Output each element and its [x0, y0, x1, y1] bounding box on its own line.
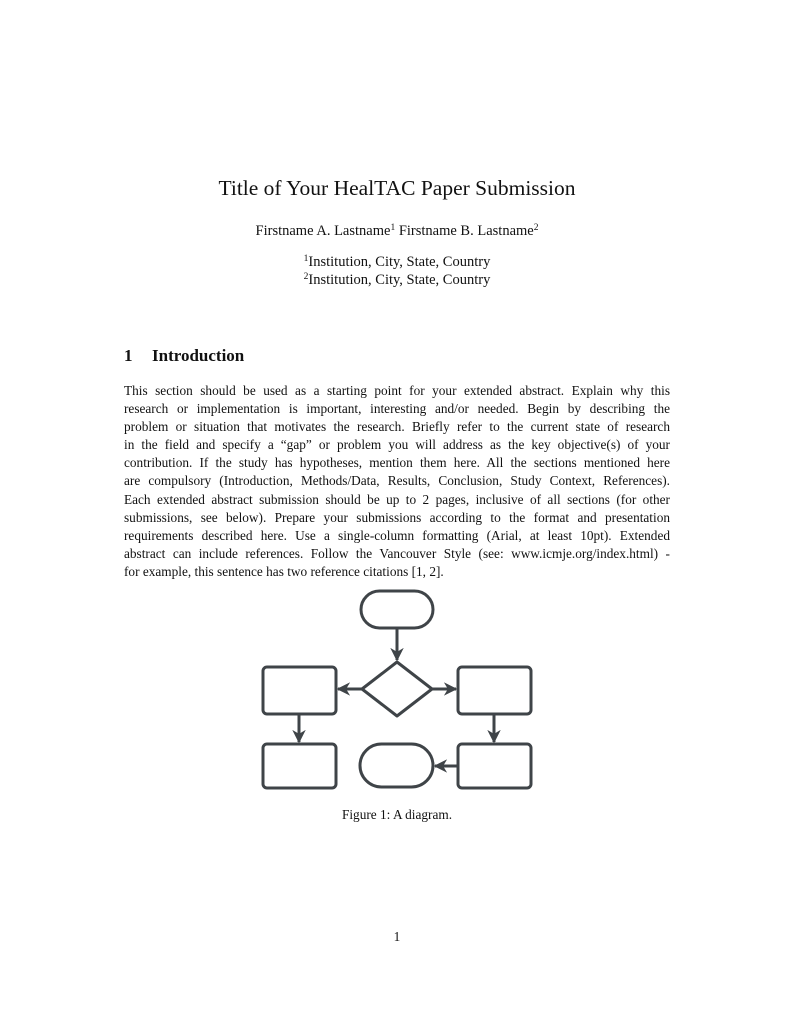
start-terminator	[361, 591, 433, 628]
author-name: Firstname A. Lastname	[255, 223, 391, 239]
page-number: 1	[393, 929, 401, 944]
affil-mark: 2	[303, 272, 309, 282]
body-line: contribution. If the study has hypotheses, mention them here. All the sections mentioned here	[124, 455, 670, 471]
body-line: requirements described here. Use a single-column formatting (Arial, at least 10pt). Extended	[124, 527, 670, 543]
decision-diamond	[362, 662, 432, 716]
paper-title: Title of Your HealTAC Paper Submission	[218, 176, 576, 200]
author-affil-mark: 2	[533, 223, 539, 233]
body-line: This section should be used as a starting point for your extended abstract. Explain why this	[124, 383, 670, 398]
body-line: Each extended abstract submission should be up to 2 pages, inclusive of all sections (for other	[124, 491, 670, 507]
author-name: Firstname B. Lastname	[398, 223, 534, 239]
affil-text: Institution, City, State, Country	[308, 254, 491, 270]
author-affil-mark: 1	[390, 223, 396, 233]
figure-caption: Figure 1: A diagram.	[341, 807, 453, 822]
end-terminator	[360, 744, 433, 787]
affiliation	[0, 253, 794, 271]
flowchart-diagram	[0, 580, 794, 800]
body-line: problem or situation that motivates the research. Briefly refer to the current state of research	[124, 419, 670, 435]
body-line: abstract can include references. Follow the Vancouver Style (see: www.icmje.org/index.html) -	[124, 545, 670, 561]
affiliation	[0, 271, 794, 289]
body-line: for example, this sentence has two reference citations [1, 2].	[124, 563, 444, 579]
body-line: submissions, see below). Prepare your submissions according to the format and presentation	[124, 509, 670, 525]
section-body	[124, 382, 670, 581]
figure-diagram	[0, 580, 794, 800]
section-heading	[124, 345, 244, 367]
author-list	[0, 221, 794, 241]
body-line: in the field and specify a “gap” or problem you will address as the key objective(s) of your	[124, 437, 670, 453]
left-process-box	[263, 667, 336, 714]
section-number: 1	[124, 346, 133, 365]
bottom-right-process-box	[458, 744, 531, 788]
body-line: are compulsory (Introduction, Methods/Data, Results, Conclusion, Study Context, References).	[124, 473, 670, 489]
affiliation-list	[0, 253, 794, 289]
bottom-left-process-box	[263, 744, 336, 788]
section-title: Introduction	[152, 346, 245, 365]
body-line: research or implementation is important, interesting and/or needed. Begin by describing the	[124, 401, 670, 417]
affil-text: Institution, City, State, Country	[308, 272, 491, 288]
affil-mark: 1	[303, 254, 309, 264]
right-process-box	[458, 667, 531, 714]
